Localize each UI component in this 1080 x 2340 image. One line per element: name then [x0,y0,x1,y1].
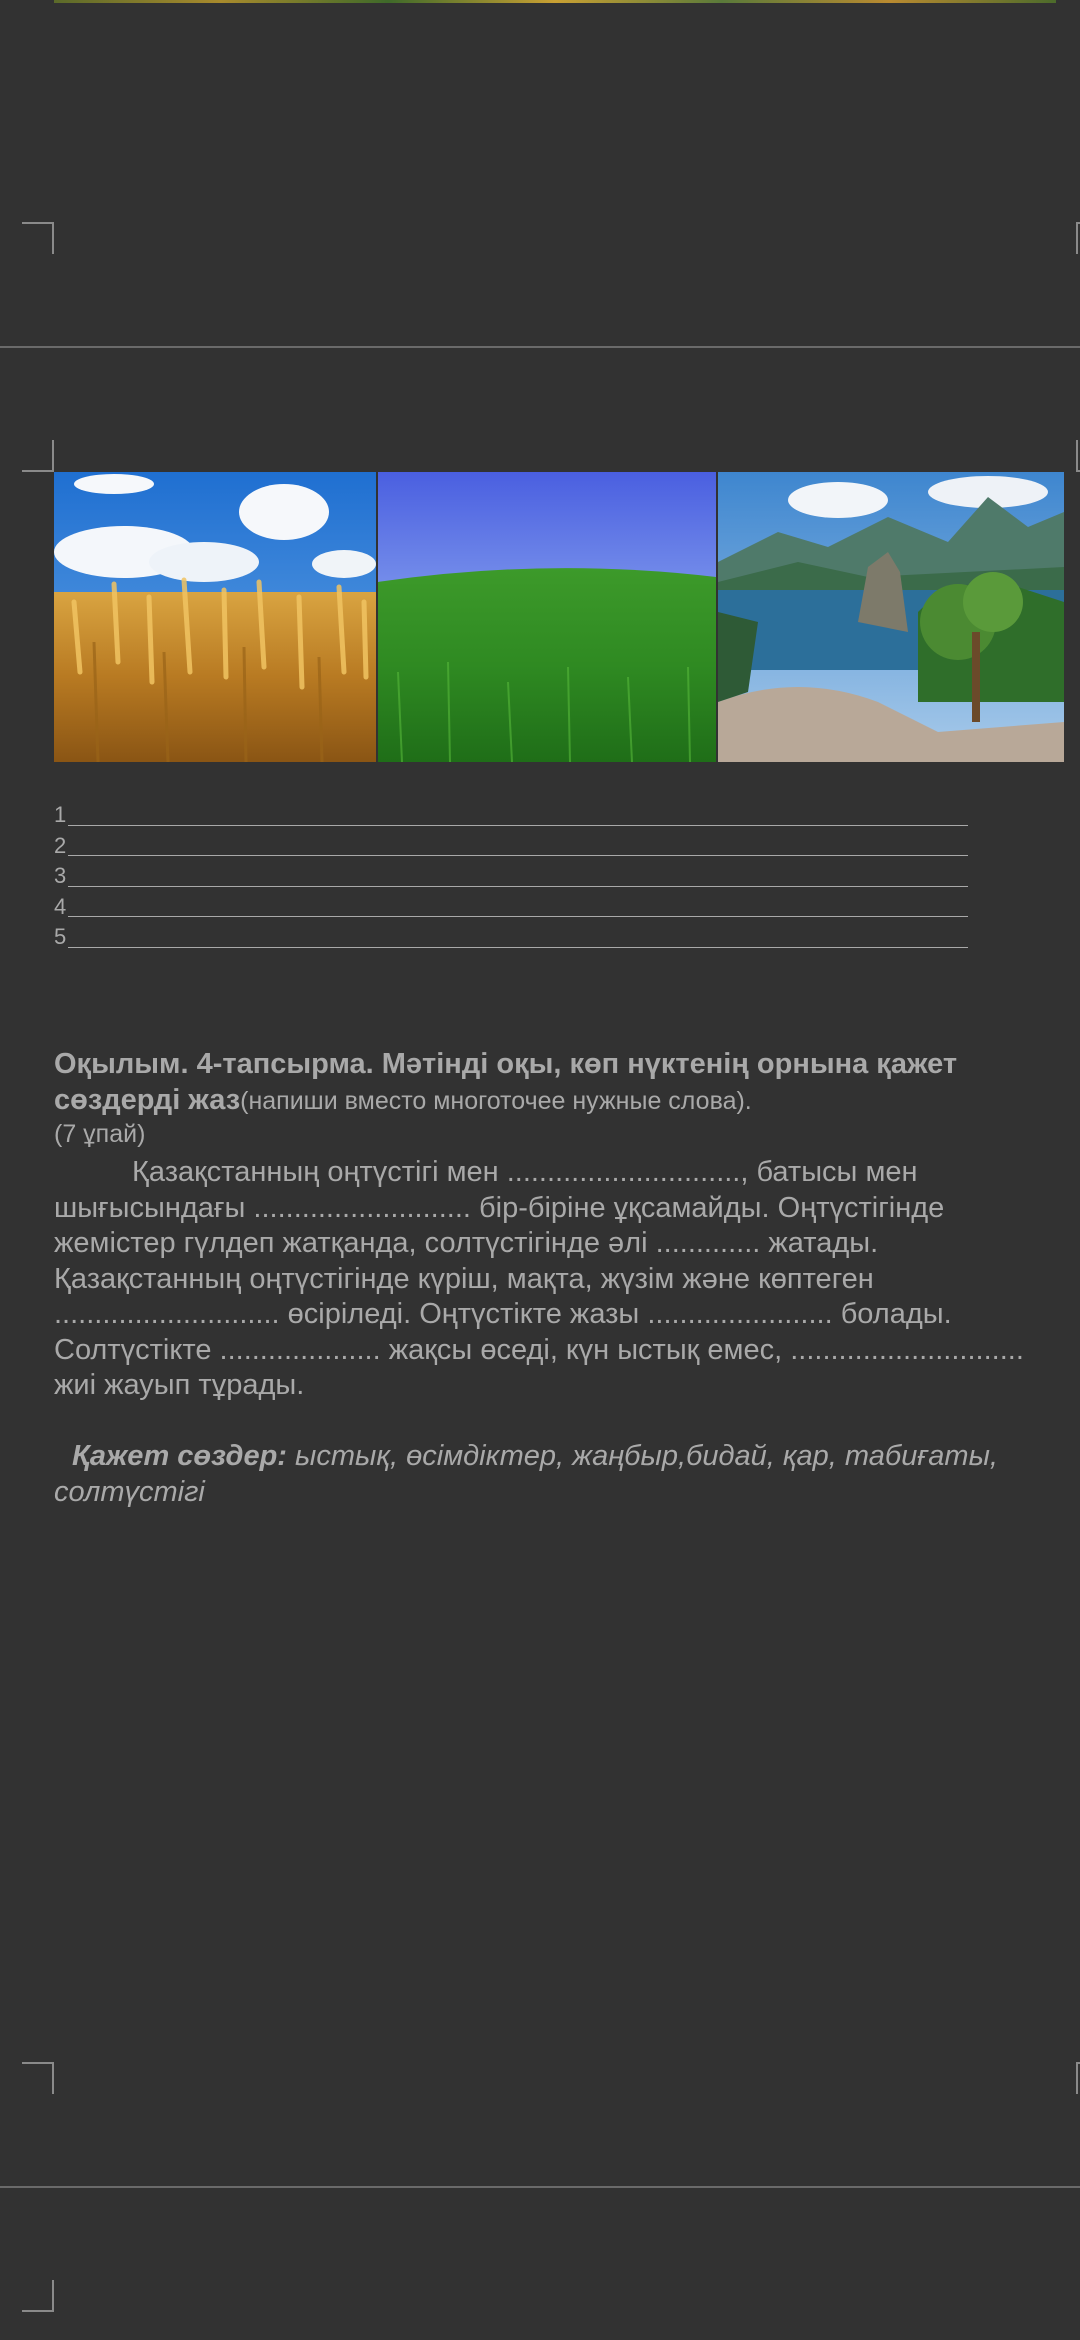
answer-line-number: 4 [54,893,67,919]
answer-line-number: 1 [54,802,67,827]
crop-mark [22,2062,54,2094]
green-field-photo [378,472,716,762]
wheat-field-photo [54,472,376,762]
answer-line[interactable] [54,831,968,862]
crop-mark [1076,2062,1080,2094]
answer-line-number: 5 [54,924,67,949]
answer-line[interactable] [54,922,968,953]
needed-words-label: Қажет сөздер: [72,1439,287,1472]
needed-words [54,1438,1034,1510]
task-text: Қазақстанның оңтүстігі мен ............................., батысы мен шығысындағы ........................... бір-біріне ұқсамайды. Оңтүстігінде жемістер гүлдеп жатқанда, солтүстігінде әлі ............. жатады. Қазақстанның оңтүстігінде күріш, мақта, жүзім және көптеген ............................ өсіріледі. Оңтүстікте жазы ....................... болады. Солтүстікте .................... жақсы өседі, күн ыстық емес, ............................. жиі жауып тұрады. [54,1156,1024,1401]
task-points: (7 ұпай) [54,1120,146,1148]
answer-line[interactable] [54,800,968,831]
answer-line-number: 3 [54,863,67,888]
crop-mark [22,2280,54,2312]
answer-line-rule [68,803,968,826]
previous-page-image-edge [54,0,1056,3]
task-heading-text: Оқылым. 4-тапсырма. Мәтінді оқы, көп нүктенің орнына қажет сөздерді жаз [54,1048,958,1116]
answer-line[interactable] [54,861,968,892]
mountain-lake-photo [718,472,1064,762]
answer-line[interactable] [54,892,968,923]
answer-line-rule [68,864,968,887]
crop-mark [1076,222,1080,254]
answer-line-rule [68,925,968,948]
crop-mark [22,222,54,254]
task-hint: (напиши вместо многоточее нужные слова). [240,1087,752,1115]
task-heading [54,1046,1034,1119]
answer-line-number: 2 [54,832,67,858]
answer-line-rule [68,894,968,917]
answer-line-rule [68,833,968,856]
crop-mark [22,440,54,472]
page-divider [0,346,1080,348]
answer-lines [54,800,968,953]
needed-words-continuation: солтүстігі [54,1475,205,1508]
page-divider [0,2186,1080,2188]
crop-mark [1076,440,1080,472]
needed-words-list: ыстық, өсімдіктер, жаңбыр,бидай, қар, табиғаты, [286,1439,998,1472]
reading-task [54,1046,1034,1510]
